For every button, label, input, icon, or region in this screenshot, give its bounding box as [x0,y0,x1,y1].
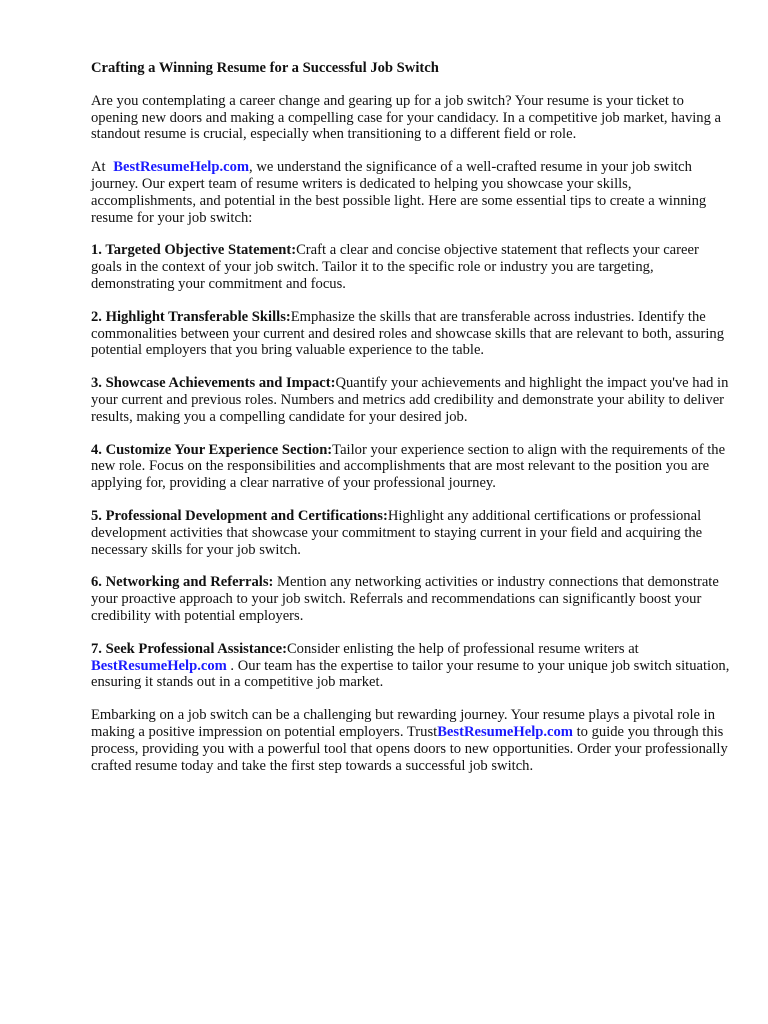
closing-text-before: Embarking on a job switch can be a challenging but rewarding journey. Your resume plays a pivotal role in making a positive impression on potential employers. Trust [91,707,715,740]
document-title: Crafting a Winning Resume for a Successful Job Switch [91,60,439,76]
about-lead: At [91,159,106,176]
tip-heading: 5. Professional Development and Certifications: [91,507,388,524]
document-page [91,60,731,790]
tip-7 [91,641,731,691]
closing-paragraph [91,707,731,774]
about-text: , we understand the significance of a well-crafted resume in your job switch journey. Our expert team of resume writers is dedicated to helping you showcase your skills, accomplishments, and potential in the best possible light. Here are some essential tips to create a winning resume for your job switch: [91,159,707,226]
tip-6 [91,574,731,624]
tip-2 [91,309,731,359]
tip-3 [91,375,731,425]
tip-heading: 1. Targeted Objective Statement: [91,242,297,259]
tip-heading: 3. Showcase Achievements and Impact: [91,375,336,392]
tip-text: Highlight any additional certifications or professional development activities that showcase your commitment to staying current in your field and acquiring the necessary skills for your job switch. [91,507,703,558]
tip-heading: 7. Seek Professional Assistance: [91,640,287,657]
tip-text-after: . Our team has the expertise to tailor your resume to your unique job switch situation, ensuring it stands out in a competitive job market. [91,657,730,691]
tip-text: Quantify your achievements and highlight the impact you've had in your current and previous roles. Numbers and metrics add credibility and demonstrate your ability to deliver results, making you a compelling candidate for your desired job. [91,375,729,425]
bestresumehelp-link[interactable]: BestResumeHelp.com [91,657,227,674]
bestresumehelp-link[interactable]: BestResumeHelp.com [437,723,573,740]
tip-1 [91,242,731,292]
bestresumehelp-link[interactable]: BestResumeHelp.com [113,159,250,176]
tip-text: Mention any networking activities or industry connections that demonstrate your proactive approach to your job switch. Referrals and recommendations can significantly boost your credibility with potential employers. [91,574,719,624]
tip-text-before: Consider enlisting the help of professional resume writers at [286,640,639,657]
closing-text-after: to guide you through this process, providing you with a powerful tool that opens doors to new opportunities. Order your professionally crafted resume today and take the first step towards a successful job switch. [91,723,728,774]
about-paragraph [91,159,731,226]
tip-heading: 2. Highlight Transferable Skills: [91,308,291,325]
intro-paragraph: Are you contemplating a career change and gearing up for a job switch? Your resume is your ticket to opening new doors and making a compelling case for your candidacy. In a competitive job market, having a standout resume is crucial, especially when transitioning to a different field or role. [91,92,722,143]
tip-text: Tailor your experience section to align with the requirements of the new role. Focus on the responsibilities and accomplishments that are most relevant to the position you are applying for, providing a clear narrative of your professional journey. [91,441,726,492]
tip-heading: 6. Networking and Referrals: [91,574,274,591]
tip-text: Craft a clear and concise objective statement that reflects your career goals in the context of your job switch. Tailor it to the specific role or industry you are targeting, demonstrating your commitment and focus. [91,242,699,292]
tip-text: Emphasize the skills that are transferable across industries. Identify the commonalities between your current and desired roles and showcase skills that are relevant to both, assuring potential employers that you bring valuable experience to the table. [91,308,725,359]
tip-4 [91,442,731,492]
tip-heading: 4. Customize Your Experience Section: [91,441,333,458]
tip-5 [91,508,731,558]
